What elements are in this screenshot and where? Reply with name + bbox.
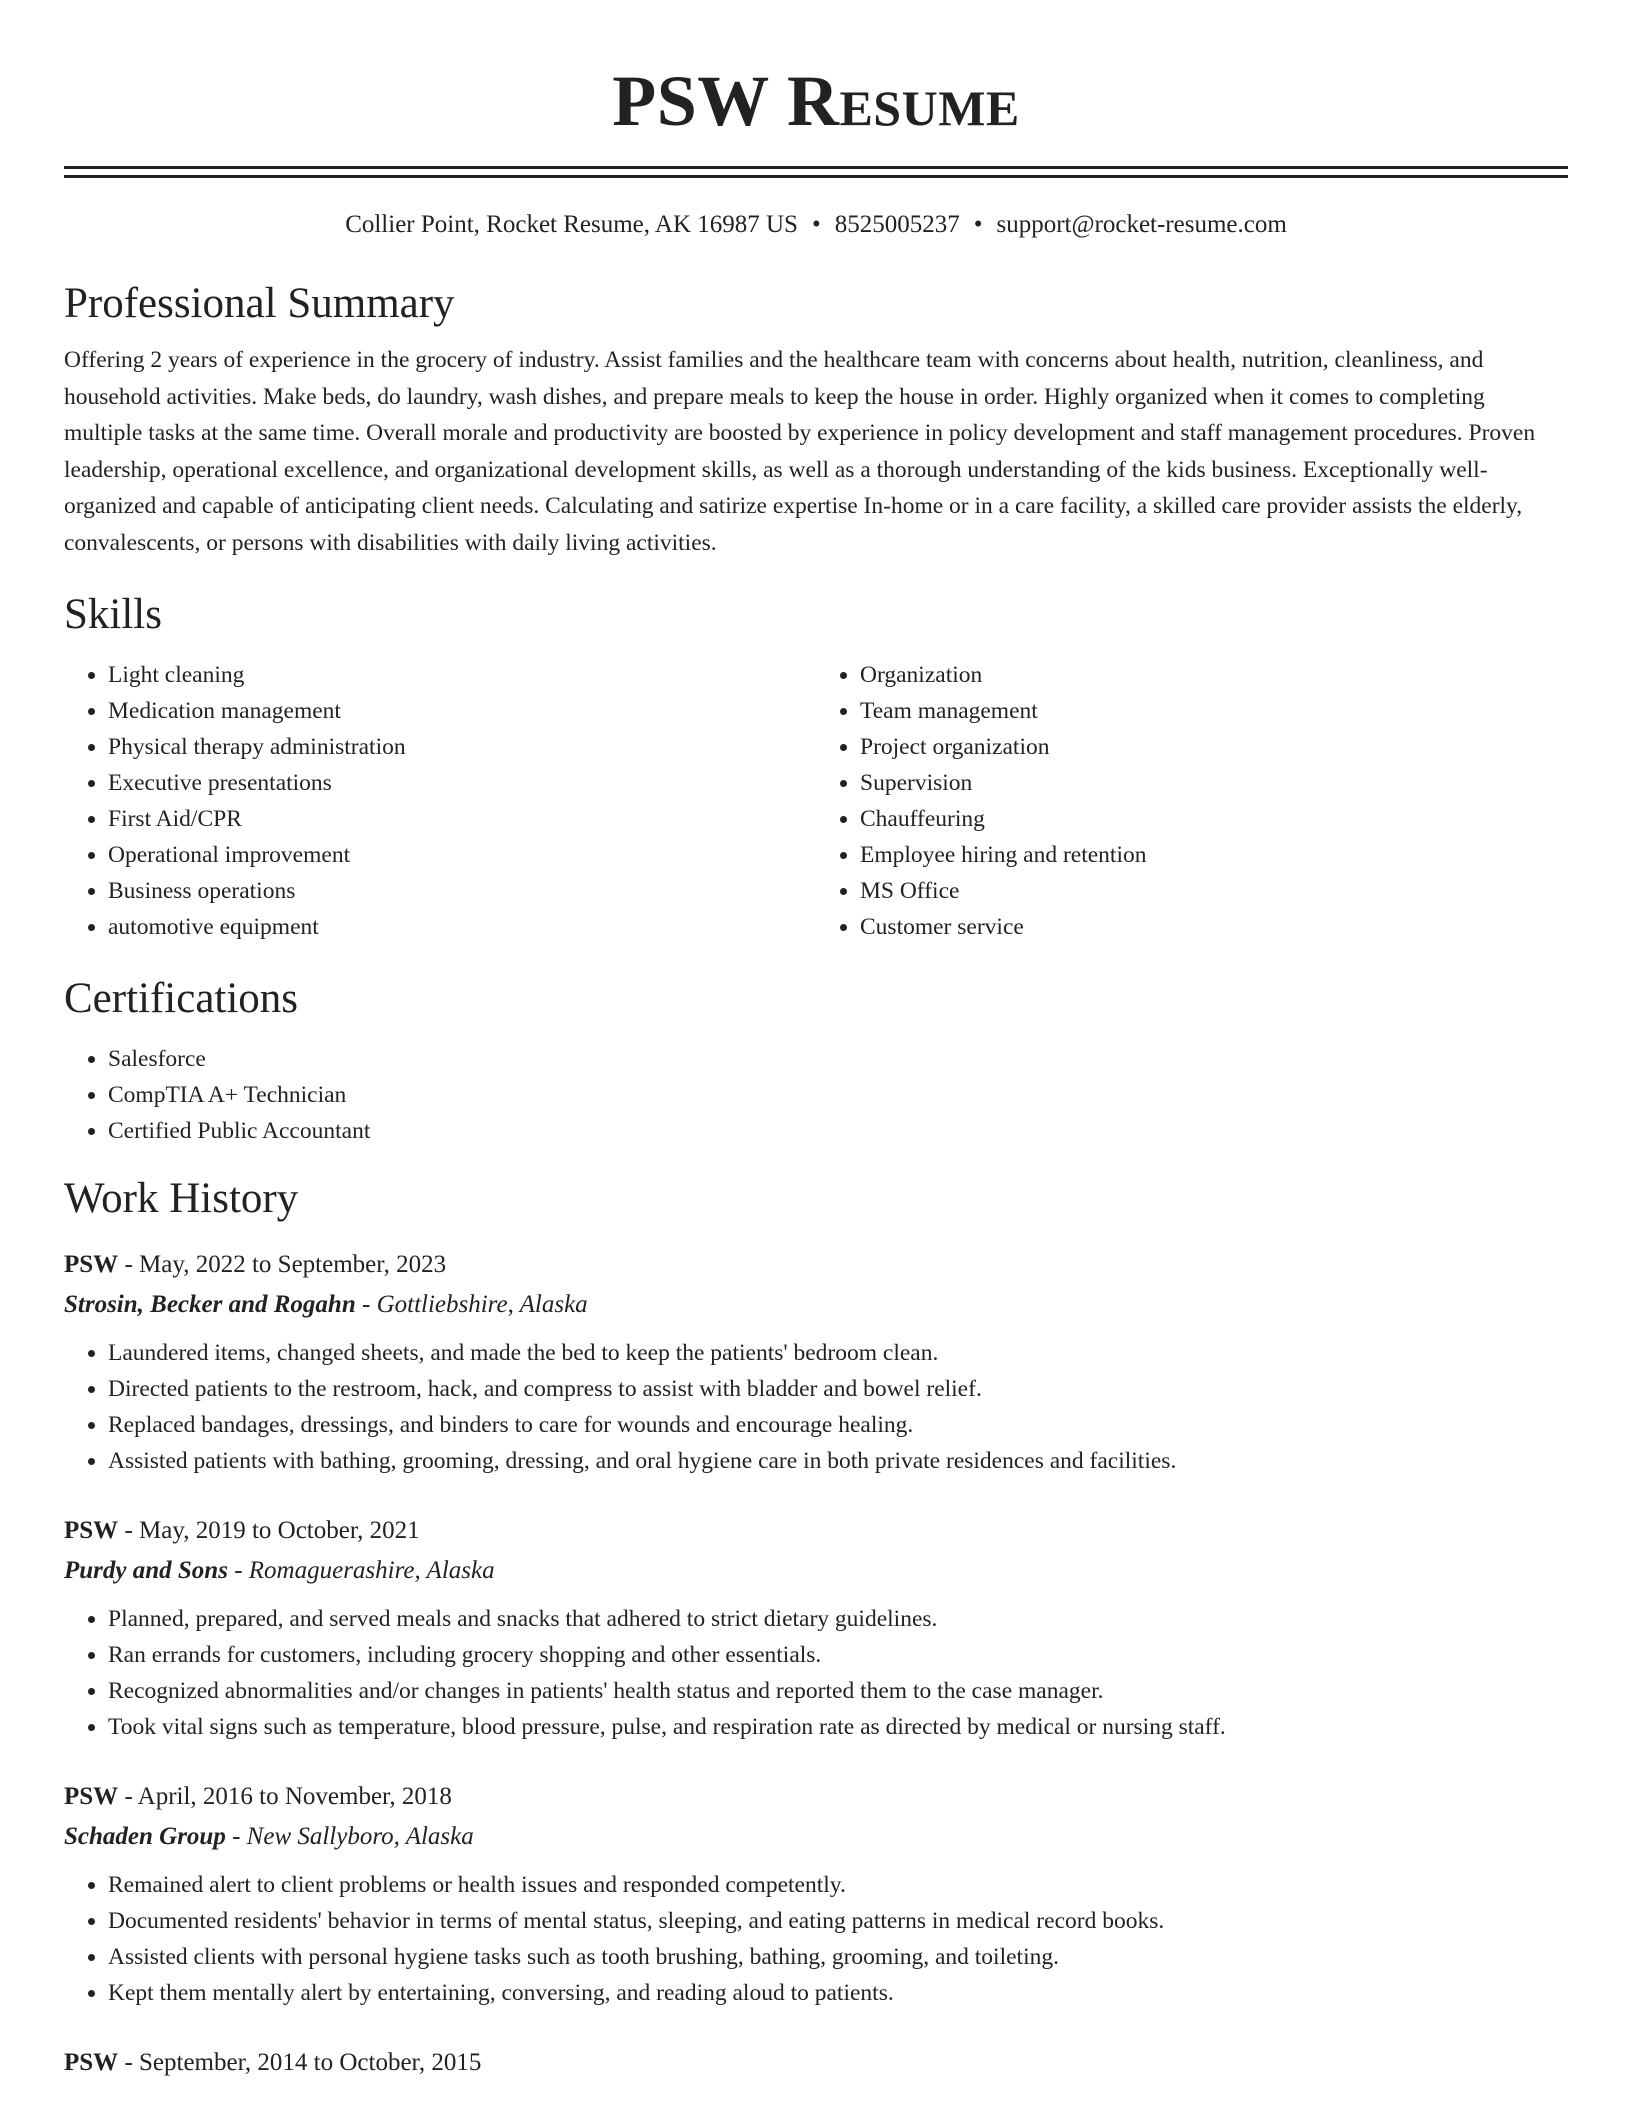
contact-separator: •	[811, 211, 821, 238]
skill-item: • Light cleaning	[108, 657, 816, 693]
job-entry	[64, 1511, 1568, 1745]
company-location: - Gottliebshire, Alaska	[355, 1291, 588, 1318]
company-name: Purdy and Sons	[64, 1557, 228, 1584]
certifications-heading: Certifications	[64, 975, 299, 1022]
summary-heading: Professional Summary	[64, 280, 455, 327]
job-duties-list	[64, 1335, 1568, 1479]
job-duty: • Directed patients to the restroom, hack, and compress to assist with bladder and bowel relief.	[108, 1371, 1568, 1407]
job-duty: • Replaced bandages, dressings, and binders to care for wounds and encourage healing.	[108, 1407, 1568, 1443]
job-dates: - September, 2014 to October, 2015	[118, 2049, 482, 2076]
company-line	[64, 1817, 1568, 1857]
job-title-line	[64, 2043, 1568, 2083]
job-entry	[64, 2043, 1568, 2083]
job-title: PSW	[64, 1783, 119, 1810]
job-duty: • Assisted patients with bathing, grooming, dressing, and oral hygiene care in both private residences and facilities.	[108, 1443, 1568, 1479]
skill-item: • Customer service	[860, 909, 1568, 945]
contact-email[interactable]: support@rocket-resume.com	[996, 211, 1287, 238]
job-entry	[64, 1245, 1568, 1479]
skill-item: • automotive equipment	[108, 909, 816, 945]
certification-item: • Salesforce	[108, 1041, 1568, 1077]
skill-item: • Employee hiring and retention	[860, 837, 1568, 873]
company-line	[64, 1551, 1568, 1591]
skills-section	[64, 589, 1568, 945]
job-title: PSW	[64, 2049, 119, 2076]
skill-item: • MS Office	[860, 873, 1568, 909]
job-duties-list	[64, 1867, 1568, 2011]
skill-item: • Project organization	[860, 729, 1568, 765]
company-location: - New Sallyboro, Alaska	[225, 1823, 474, 1850]
certifications-list	[64, 1041, 1568, 1149]
job-duty: • Remained alert to client problems or health issues and responded competently.	[108, 1867, 1568, 1903]
company-name: Strosin, Becker and Rogahn	[64, 1291, 356, 1318]
job-duty: • Documented residents' behavior in terms of mental status, sleeping, and eating patterns in medical record books.	[108, 1903, 1568, 1939]
skill-item: • Organization	[860, 657, 1568, 693]
skill-item: • Supervision	[860, 765, 1568, 801]
skills-right-list	[816, 657, 1568, 945]
certifications-section	[64, 973, 1568, 1149]
job-entry	[64, 1777, 1568, 2011]
company-name: Schaden Group	[64, 1823, 226, 1850]
resume-title: PSW Resume	[612, 61, 1020, 141]
job-duty: • Recognized abnormalities and/or changes in patients' health status and reported them to the case manager.	[108, 1673, 1568, 1709]
job-duty: • Laundered items, changed sheets, and made the bed to keep the patients' bedroom clean.	[108, 1335, 1568, 1371]
certification-item: • Certified Public Accountant	[108, 1113, 1568, 1149]
summary-section	[64, 278, 1568, 561]
skills-columns	[64, 657, 1568, 945]
summary-text: Offering 2 years of experience in the grocery of industry. Assist families and the healthcare team with concerns about health, nutrition, cleanliness, and household activities. Make beds, do laundry, wash dishes, and prepare meals to keep the house in order. Highly organized when it comes to completing multiple tasks at the same time. Overall morale and productivity are boosted by experience in policy development and staff management procedures. Proven leadership, operational excellence, and organizational development skills, as well as a thorough understanding of the kids business. Exceptionally well-organized and capable of anticipating client needs. Calculating and satirize expertise In-home or in a care facility, a skilled care provider assists the elderly, convalescents, or persons with disabilities with daily living activities.	[64, 347, 1536, 556]
job-duty: • Assisted clients with personal hygiene tasks such as tooth brushing, bathing, grooming, and toileting.	[108, 1939, 1568, 1975]
skill-item: • First Aid/CPR	[108, 801, 816, 837]
job-title-line	[64, 1245, 1568, 1285]
skill-item: • Physical therapy administration	[108, 729, 816, 765]
work-history-section	[64, 1173, 1568, 2083]
job-duty: • Ran errands for customers, including grocery shopping and other essentials.	[108, 1637, 1568, 1673]
contact-separator: •	[973, 211, 983, 238]
contact-line	[64, 208, 1568, 242]
skill-item: • Operational improvement	[108, 837, 816, 873]
skill-item: • Business operations	[108, 873, 816, 909]
contact-phone: 8525005237	[834, 211, 960, 238]
skills-left-list	[64, 657, 816, 945]
company-location: - Romaguerashire, Alaska	[227, 1557, 495, 1584]
job-dates: - May, 2019 to October, 2021	[118, 1517, 420, 1544]
job-title-line	[64, 1511, 1568, 1551]
job-dates: - April, 2016 to November, 2018	[118, 1783, 452, 1810]
job-duties-list	[64, 1601, 1568, 1745]
skill-item: • Medication management	[108, 693, 816, 729]
job-title: PSW	[64, 1251, 119, 1278]
job-duty: • Took vital signs such as temperature, blood pressure, pulse, and respiration rate as directed by medical or nursing staff.	[108, 1709, 1568, 1745]
job-title-line	[64, 1777, 1568, 1817]
certification-item: • CompTIA A+ Technician	[108, 1077, 1568, 1113]
skill-item: • Executive presentations	[108, 765, 816, 801]
skill-item: • Team management	[860, 693, 1568, 729]
skill-item: • Chauffeuring	[860, 801, 1568, 837]
job-duty: • Kept them mentally alert by entertaining, conversing, and reading aloud to patients.	[108, 1975, 1568, 2011]
job-duty: • Planned, prepared, and served meals and snacks that adhered to strict dietary guidelines.	[108, 1601, 1568, 1637]
job-title: PSW	[64, 1517, 119, 1544]
contact-address: Collier Point, Rocket Resume, AK 16987 US	[345, 211, 798, 238]
job-dates: - May, 2022 to September, 2023	[118, 1251, 447, 1278]
title-divider	[64, 166, 1568, 178]
skills-heading: Skills	[64, 591, 162, 638]
work-history-heading: Work History	[64, 1175, 299, 1222]
company-line	[64, 1285, 1568, 1325]
